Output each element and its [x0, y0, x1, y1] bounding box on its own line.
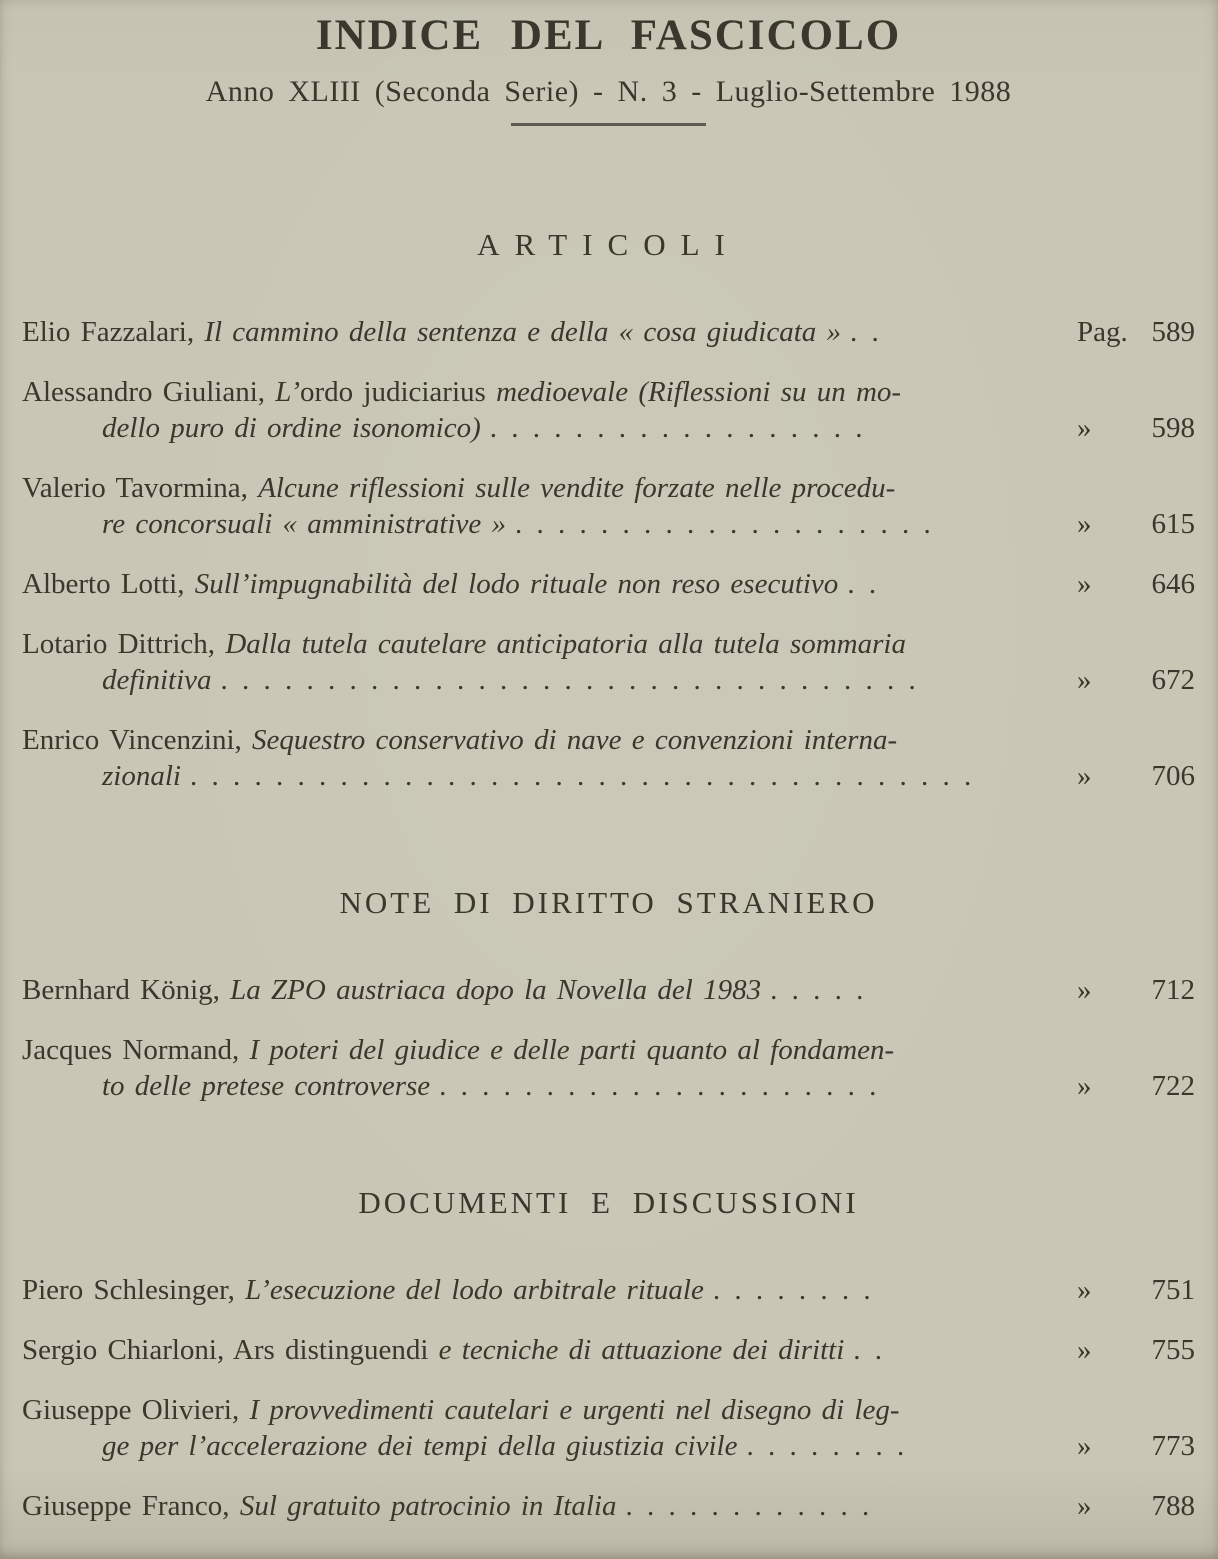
entry-text [22, 1332, 844, 1368]
page-ref-mark: » [1077, 974, 1092, 1006]
page-ref [1077, 972, 1195, 1008]
entry-title-segment: I provvedimenti cautelari e urgenti nel disegno di leg- [249, 1394, 900, 1426]
entry-title-segment: Alcune riflessioni sulle vendite forzate nelle procedu- [258, 472, 896, 504]
toc-entries [22, 972, 1195, 1104]
toc-entry-line [22, 410, 1195, 446]
dot-leader: . . [847, 568, 877, 600]
entry-title-segment: Dalla tutela cautelare anticipatoria alla tutela sommaria [225, 628, 906, 660]
page-number: 706 [1151, 760, 1195, 792]
page-title: INDICE DEL FASCICOLO [315, 12, 902, 59]
toc-section [22, 1128, 1195, 1524]
page-number: 646 [1151, 568, 1195, 600]
page-number: 788 [1151, 1490, 1195, 1522]
entry-author: Alberto Lotti, [22, 568, 195, 600]
page-number: 712 [1151, 974, 1195, 1006]
toc-entry [22, 1272, 1195, 1308]
toc-entry-line [22, 722, 1195, 758]
issue-subtitle: Anno XLIII (Seconda Serie) - N. 3 - Luglio-Settembre 1988 [205, 75, 1012, 108]
entry-text [22, 566, 838, 602]
toc-entry-line [22, 506, 1195, 542]
entry-title-segment: ordo judiciarius [299, 376, 486, 408]
dot-leader: . . . . . . . . [746, 1430, 905, 1462]
entry-author: Elio Fazzalari, [22, 316, 205, 348]
entry-text [102, 1428, 737, 1464]
dot-leader: . . . . . [770, 974, 864, 1006]
entry-title-segment: dello puro di ordine isonomico) [102, 412, 481, 444]
page-ref-mark: Pag. [1077, 316, 1128, 348]
toc-entry-line [22, 1068, 1195, 1104]
page-ref-mark: » [1077, 1430, 1092, 1462]
entry-title-segment: Sequestro conservativo di nave e convenzioni interna- [252, 724, 898, 756]
entry-text [102, 506, 506, 542]
toc-section [22, 126, 1195, 794]
entry-text [102, 1068, 430, 1104]
page-number: 615 [1151, 508, 1195, 540]
page-ref [1077, 662, 1195, 698]
toc-entry [22, 1332, 1195, 1368]
entry-text [22, 1032, 894, 1068]
toc-entry-line [22, 972, 1195, 1008]
page-ref [1077, 1428, 1195, 1464]
page-ref [1077, 1272, 1195, 1308]
entry-title-segment: ge per l’accelerazione dei tempi della giustizia civile [102, 1430, 738, 1462]
page-ref-mark: » [1077, 760, 1092, 792]
entry-title-segment: e tecniche di attuazione dei diritti [438, 1334, 845, 1366]
section-heading: ARTICOLI [477, 227, 740, 262]
toc-entries [22, 314, 1195, 794]
entry-title-segment: La ZPO austriaca dopo la Novella del 1983 [230, 974, 762, 1006]
page-number: 755 [1151, 1334, 1195, 1366]
toc-entry [22, 972, 1195, 1008]
toc-entry [22, 374, 1195, 446]
toc-entry-line [22, 1488, 1195, 1524]
page-ref [1077, 1068, 1195, 1104]
entry-text [22, 626, 906, 662]
entry-title-segment: definitiva [102, 664, 212, 696]
entry-author: Jacques Normand, [22, 1034, 250, 1066]
page-ref [1077, 566, 1195, 602]
toc-entry [22, 1392, 1195, 1464]
entry-author: Alessandro Giuliani, [22, 376, 276, 408]
page-ref [1077, 1332, 1195, 1368]
entry-title-segment: to delle pretese controverse [102, 1070, 431, 1102]
dot-leader: . . . . . . . . . . . . . . . . . . . . [515, 508, 931, 540]
entry-text [102, 758, 181, 794]
section-heading: NOTE DI DIRITTO STRANIERO [339, 885, 878, 920]
page-ref-mark: » [1077, 412, 1092, 444]
entry-text [22, 374, 901, 410]
page-ref-mark: » [1077, 1274, 1092, 1306]
dot-leader: . . . . . . . . . . . . [625, 1490, 870, 1522]
title-rule [511, 123, 706, 126]
toc-entry-line [22, 470, 1195, 506]
page-number: 672 [1151, 664, 1195, 696]
page-ref-mark: » [1077, 568, 1092, 600]
entry-title-segment: Sull’impugnabilità del lodo rituale non reso esecutivo [194, 568, 839, 600]
page-ref [1077, 758, 1195, 794]
toc-entry [22, 1488, 1195, 1524]
toc-entry-line [22, 374, 1195, 410]
dot-leader: . . . . . . . . . . . . . . . . . . . . . . . . . . . . . . . . . [220, 664, 916, 696]
toc-entry-line [22, 1272, 1195, 1308]
toc-entry-line [22, 1332, 1195, 1368]
entry-author: Bernhard König, [22, 974, 231, 1006]
entry-author: Piero Schlesinger, [22, 1274, 246, 1306]
entry-author: Valerio Tavormina, [22, 472, 259, 504]
page-ref-mark: » [1077, 1490, 1092, 1522]
entry-title-segment: Sul gratuito patrocinio in Italia [239, 1490, 617, 1522]
toc-entry [22, 722, 1195, 794]
dot-leader: . . . . . . . . [712, 1274, 871, 1306]
index-header [22, 10, 1195, 126]
toc-entry-line [22, 566, 1195, 602]
entry-text [22, 972, 761, 1008]
entry-title-segment: re concorsuali « amministrative » [102, 508, 506, 540]
page-number: 598 [1151, 412, 1195, 444]
entry-title-segment: I poteri del giudice e delle parti quanto al fondamen- [249, 1034, 895, 1066]
dot-leader: . . [850, 316, 879, 348]
entry-text [102, 662, 212, 698]
page-number: 589 [1151, 316, 1195, 348]
dot-leader: . . . . . . . . . . . . . . . . . . . . . [439, 1070, 877, 1102]
page-ref-mark: » [1077, 508, 1092, 540]
page-ref [1077, 1488, 1195, 1524]
toc-entry [22, 314, 1195, 350]
entry-author: Enrico Vincenzini, [22, 724, 253, 756]
entry-text [22, 722, 897, 758]
page-ref [1077, 314, 1195, 350]
page-ref [1077, 410, 1195, 446]
page-ref-mark: » [1077, 664, 1092, 696]
entry-title-segment: medioevale (Riflessioni su un mo- [485, 376, 902, 408]
toc-entry-line [22, 1428, 1195, 1464]
toc-sections [22, 126, 1195, 1524]
dot-leader: . . . . . . . . . . . . . . . . . . . . . . . . . . . . . . . . . . . . . [189, 760, 972, 792]
entry-title-segment: L’esecuzione del lodo arbitrale rituale [245, 1274, 704, 1306]
toc-entry-line [22, 314, 1195, 350]
toc-entry-line [22, 1392, 1195, 1428]
entry-text [102, 410, 481, 446]
dot-leader: . . . . . . . . . . . . . . . . . . [489, 412, 863, 444]
entry-author: Sergio Chiarloni, Ars distinguendi [22, 1334, 439, 1366]
page-number: 722 [1151, 1070, 1195, 1102]
page-ref-mark: » [1077, 1334, 1092, 1366]
toc-entry-line [22, 626, 1195, 662]
toc-entry [22, 626, 1195, 698]
entry-text [22, 1272, 704, 1308]
entry-author: Lotario Dittrich, [22, 628, 226, 660]
page-ref-mark: » [1077, 1070, 1092, 1102]
toc-entry-line [22, 662, 1195, 698]
toc-entries [22, 1272, 1195, 1524]
entry-author: Giuseppe Franco, [22, 1490, 240, 1522]
entry-author: Giuseppe Olivieri, [22, 1394, 250, 1426]
entry-title-segment: L’ [275, 376, 300, 408]
entry-text [22, 1488, 616, 1524]
entry-text [22, 470, 895, 506]
entry-title-segment: Il cammino della sentenza e della « cosa giudicata » [204, 316, 842, 348]
toc-entry-line [22, 758, 1195, 794]
toc-entry-line [22, 1032, 1195, 1068]
toc-entry [22, 470, 1195, 542]
toc-entry [22, 1032, 1195, 1104]
page-number: 751 [1151, 1274, 1195, 1306]
entry-text [22, 1392, 900, 1428]
toc-section [22, 818, 1195, 1104]
section-heading: DOCUMENTI E DISCUSSIONI [358, 1185, 859, 1220]
entry-title-segment: zionali [102, 760, 181, 792]
toc-entry [22, 566, 1195, 602]
dot-leader: . . [853, 1334, 883, 1366]
entry-text [22, 314, 841, 350]
page-ref [1077, 506, 1195, 542]
page-number: 773 [1151, 1430, 1195, 1462]
